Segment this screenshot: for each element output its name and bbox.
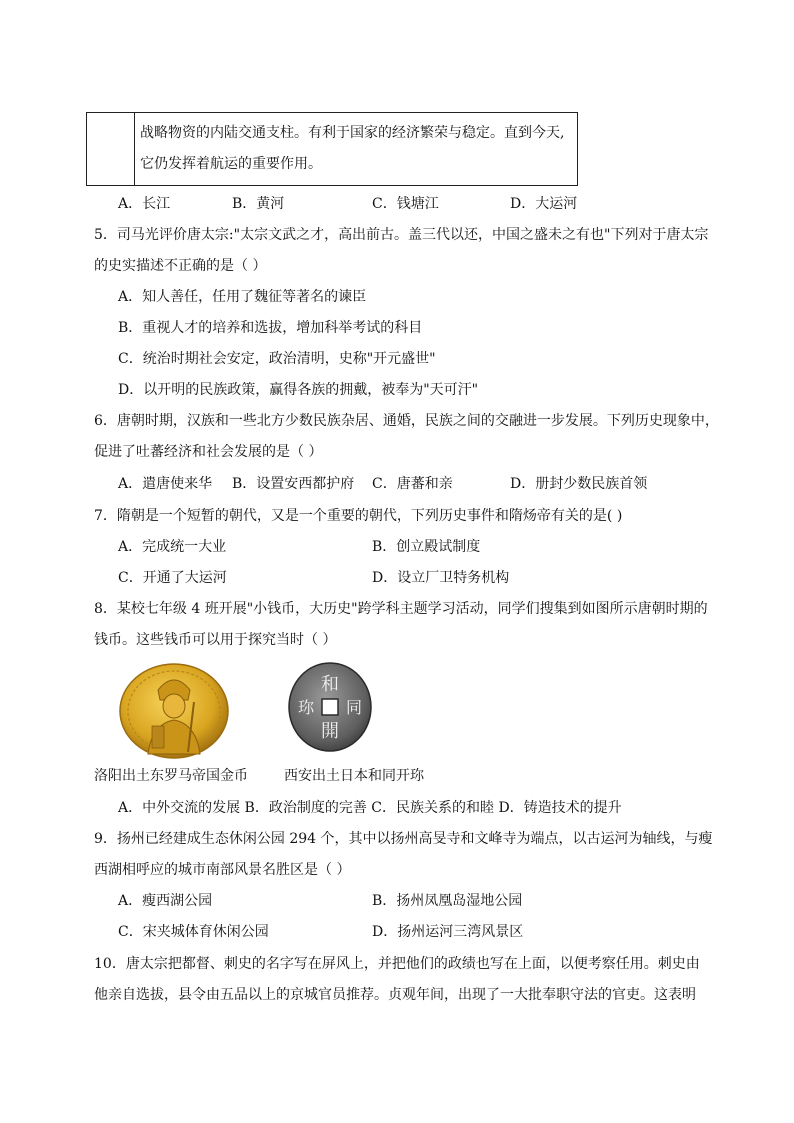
q5-option-b[interactable]: B．重视人才的培养和选拔，增加科举考试的科目	[118, 320, 423, 336]
q7-option-c[interactable]: C．开通了大运河	[118, 570, 227, 586]
q8-stem-1: 8．某校七年级 4 班开展"小钱币，大历史"跨学科主题学习活动，同学们搜集到如图所示唐朝时期的	[94, 601, 708, 617]
q8-stem-2: 钱币。这些钱币可以用于探究当时（ ）	[94, 632, 337, 648]
q9-option-b[interactable]: B．扬州凤凰岛湿地公园	[372, 893, 523, 909]
q6-stem-2: 促进了吐蕃经济和社会发展的是（ ）	[94, 444, 323, 460]
table-line-2: 它仍发挥着航运的重要作用。	[140, 156, 322, 172]
q7-option-b[interactable]: B．创立殿试制度	[372, 539, 481, 555]
q6-option-a[interactable]: A．遣唐使来华	[118, 476, 213, 492]
q9-option-d[interactable]: D．扬州运河三湾风景区	[372, 924, 524, 940]
q8-caption-gold: 洛阳出土东罗马帝国金币	[94, 768, 248, 784]
q6-option-c[interactable]: C．唐蕃和亲	[372, 476, 453, 492]
silver-coin-image	[288, 662, 372, 752]
q10-stem-1: 10．唐太宗把都督、刺史的名字写在屏风上，并把他们的政绩也写在上面，以便考察任用。刺史由	[94, 956, 700, 972]
q7-stem: 7．隋朝是一个短暂的朝代，又是一个重要的朝代，下列历史事件和隋炀帝有关的是( )	[94, 508, 623, 524]
q9-option-a[interactable]: A．瘦西湖公园	[118, 893, 213, 909]
q8-options[interactable]: A．中外交流的发展 B．政治制度的完善 C．民族关系的和睦 D．铸造技术的提升	[118, 800, 622, 816]
q6-option-b[interactable]: B．设置安西都护府	[232, 476, 355, 492]
q9-stem-2: 西湖相呼应的城市南部风景名胜区是（ ）	[94, 862, 351, 878]
q4-option-a[interactable]: A．长江	[118, 196, 171, 212]
q6-stem-1: 6．唐朝时期，汉族和一些北方少数民族杂居、通婚，民族之间的交融进一步发展。下列历史现象中，	[94, 413, 719, 429]
q7-option-a[interactable]: A．完成统一大业	[118, 539, 227, 555]
table-label-cell	[87, 113, 135, 185]
q8-caption-silver: 西安出土日本和同开珎	[284, 768, 424, 784]
q4-option-b[interactable]: B．黄河	[232, 196, 285, 212]
q5-option-a[interactable]: A．知人善任，任用了魏征等著名的谏臣	[118, 289, 367, 305]
q10-stem-2: 他亲自选拔，县令由五品以上的京城官员推荐。贞观年间，出现了一大批奉职守法的官吏。这表明	[94, 987, 696, 1003]
q5-option-d[interactable]: D．以开明的民族政策，赢得各族的拥戴，被奉为"天可汗"	[118, 382, 479, 398]
q4-option-c[interactable]: C．钱塘江	[372, 196, 439, 212]
table-line-1: 战略物资的内陆交通支柱。有利于国家的经济繁荣与稳定。直到今天,	[140, 125, 565, 141]
q4-option-d[interactable]: D．大运河	[510, 196, 578, 212]
q5-stem-2: 的史实描述不正确的是（ ）	[94, 258, 267, 274]
passage-table	[86, 112, 578, 186]
coin-char-right: 同	[345, 698, 363, 717]
coin-char-bottom: 開	[321, 721, 339, 742]
q9-stem-1: 9．扬州已经建成生态休闲公园 294 个，其中以扬州高旻寺和文峰寺为端点，以古运河为轴线，与瘦	[94, 831, 713, 847]
coin-char-left: 珎	[297, 698, 315, 717]
q9-option-c[interactable]: C．宋夹城体育休闲公园	[118, 924, 269, 940]
coin-char-top: 和	[321, 674, 339, 695]
q5-option-c[interactable]: C．统治时期社会安定，政治清明，史称"开元盛世"	[118, 351, 436, 367]
q5-stem-1: 5．司马光评价唐太宗:"太宗文武之才，高出前古。盖三代以还，中国之盛未之有也"下列对于唐太宗	[94, 227, 709, 243]
q6-option-d[interactable]: D．册封少数民族首领	[510, 476, 648, 492]
q7-option-d[interactable]: D．设立厂卫特务机构	[372, 570, 510, 586]
gold-coin-image	[118, 662, 230, 760]
